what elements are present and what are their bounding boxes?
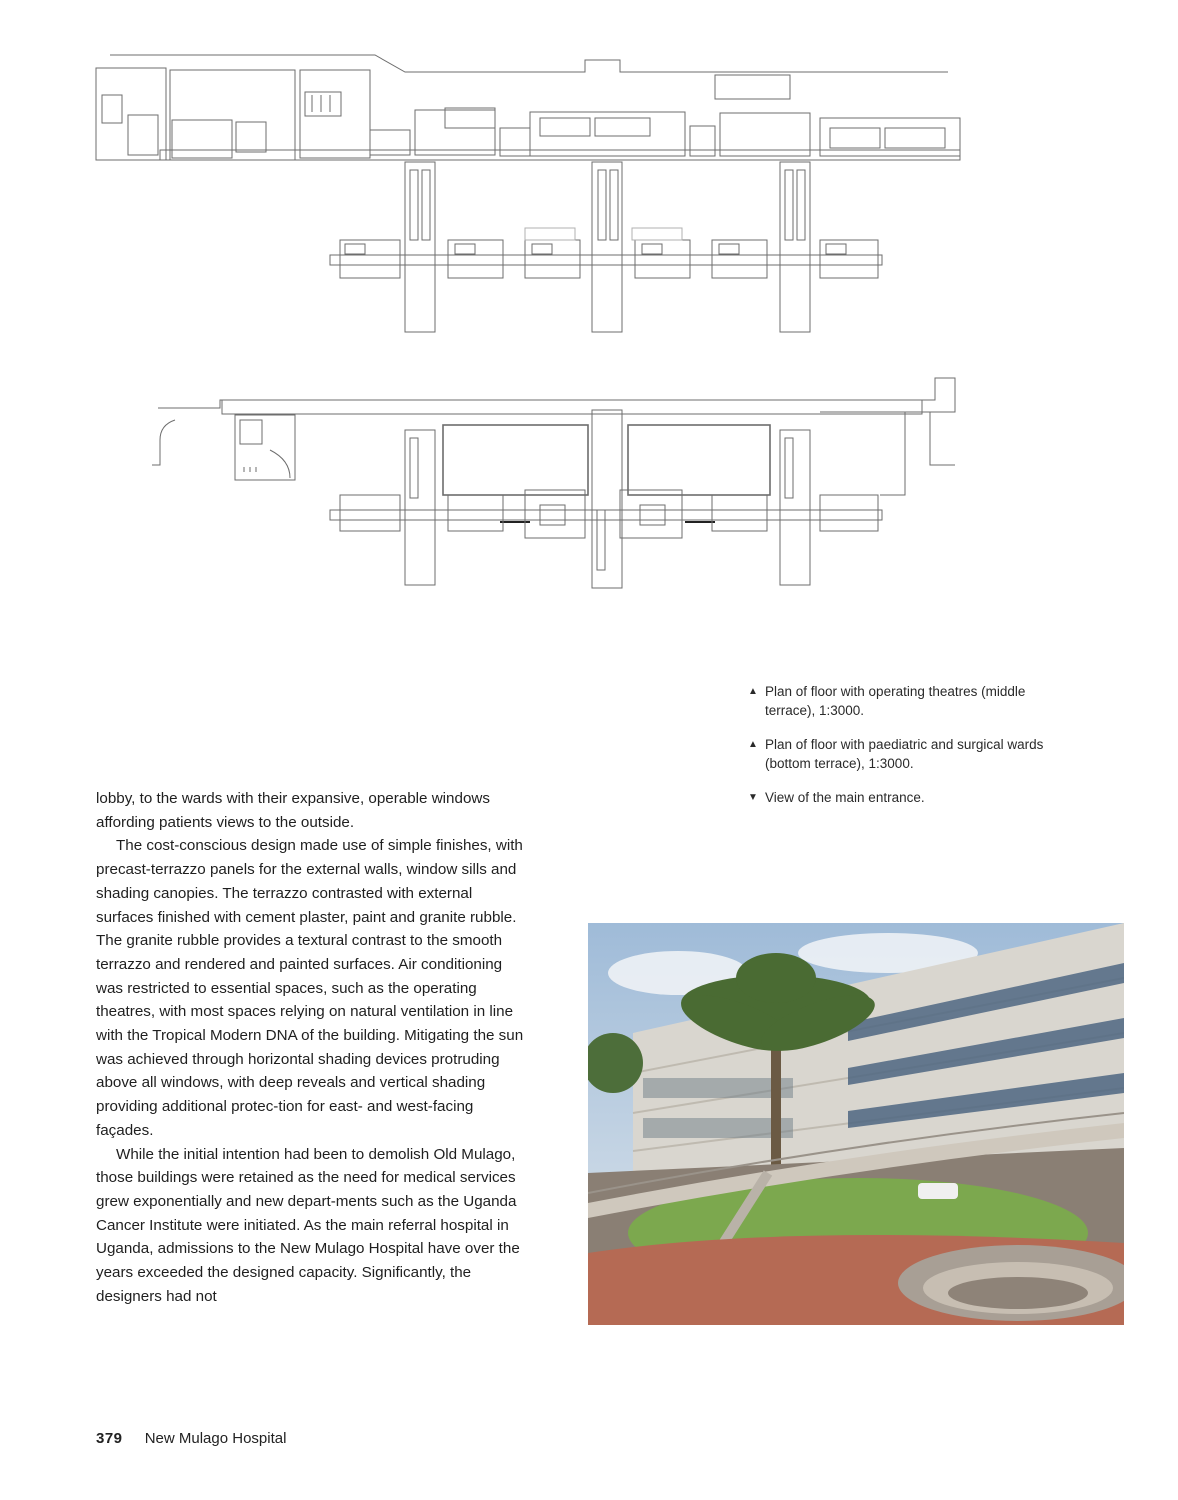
triangle-up-icon: ▲ bbox=[748, 686, 758, 697]
figure-captions bbox=[748, 682, 1048, 822]
triangle-up-icon: ▲ bbox=[748, 739, 758, 750]
page-number: 379 bbox=[96, 1430, 123, 1447]
body-paragraph: lobby, to the wards with their expansive, operable windows affording patients views to the outside. bbox=[96, 790, 490, 831]
caption-text: View of the main entrance. bbox=[765, 790, 925, 805]
caption-operating-theatres-plan bbox=[748, 682, 1048, 720]
triangle-down-icon: ▼ bbox=[748, 792, 758, 803]
body-text-column bbox=[96, 787, 526, 1308]
page-footer bbox=[96, 1430, 286, 1447]
caption-main-entrance-photo bbox=[748, 788, 1048, 807]
floor-plan-paediatric-surgical-wards bbox=[0, 370, 1178, 600]
body-paragraph: The cost-conscious design made use of simple finishes, with precast-terrazzo panels for the external walls, window sills and shading canopies. The terrazzo contrasted with external surfaces finished with cement plaster, paint and granite rubble. The granite rubble provides a textural contrast to the smooth terrazzo and rendered and painted surfaces. Air conditioning was restricted to essential spaces, such as the operating theatres, with most spaces relying on natural ventilation in line with the Tropical Modern DNA of the building. Mitigating the sun was achieved through horizontal shading devices protruding above all windows, with deep reveals and vertical shading providing additional protec-tion for east- and west-facing façades. bbox=[96, 837, 524, 1139]
running-title: New Mulago Hospital bbox=[144, 1430, 287, 1447]
caption-text: Plan of floor with operating theatres (middle terrace), 1:3000. bbox=[765, 684, 1026, 718]
caption-wards-plan bbox=[748, 735, 1048, 773]
caption-text: Plan of floor with paediatric and surgical wards (bottom terrace), 1:3000. bbox=[765, 737, 1044, 771]
body-paragraph: While the initial intention had been to demolish Old Mulago, those buildings were retained as the need for medical services grew exponentially and new depart-ments such as the Uganda Cancer Institute were initiated. As the main referral hospital in Uganda, admissions to the New Mulago Hospital have over the years exceeded the designed capacity. Significantly, the designers had not bbox=[96, 1145, 520, 1305]
floor-plan-operating-theatres bbox=[0, 0, 1178, 345]
main-entrance-photo bbox=[588, 923, 1124, 1325]
